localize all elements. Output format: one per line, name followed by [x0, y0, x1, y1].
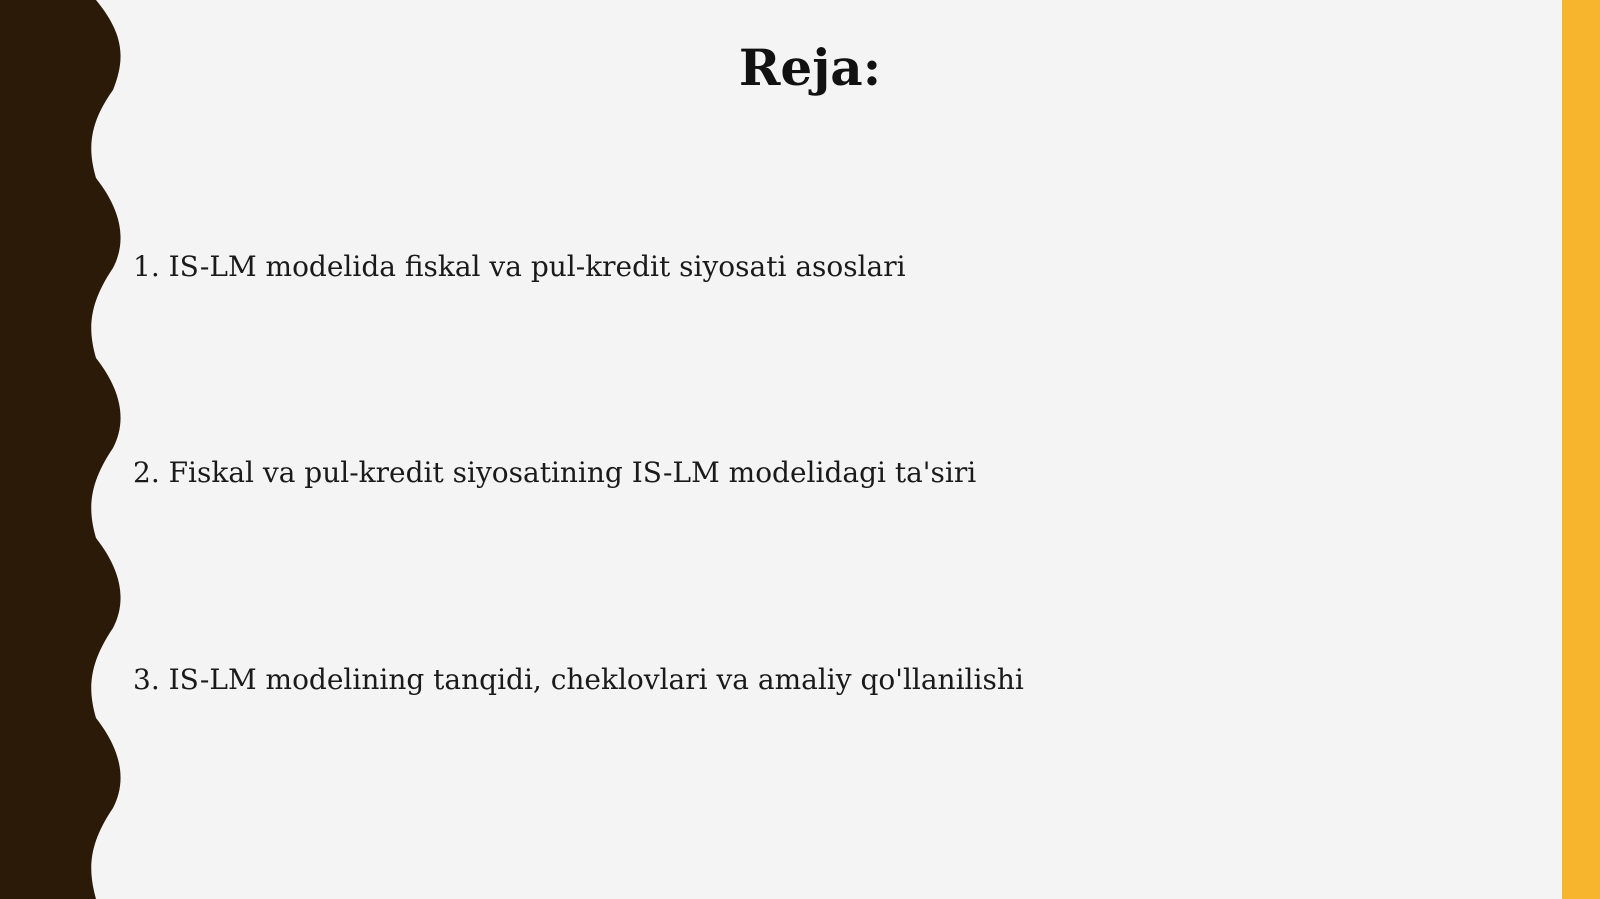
list-item-text: IS-LM modelida fiskal va pul-kredit siyosati asoslari	[168, 250, 906, 283]
right-accent-bar	[1562, 0, 1600, 899]
list-item	[133, 663, 1024, 696]
left-wave-decoration	[0, 0, 130, 899]
list-item-text: Fiskal va pul-kredit siyosatining IS-LM modelidagi ta'siri	[168, 456, 977, 489]
list-item-text: IS-LM modelining tanqidi, cheklovlari va amaliy qo'llanilishi	[168, 663, 1024, 696]
list-item	[133, 456, 976, 489]
slide-title: Reja:	[738, 38, 882, 97]
list-item-number: 2.	[133, 456, 160, 489]
list-item	[133, 250, 906, 283]
list-item-number: 1.	[133, 250, 160, 283]
list-item-number: 3.	[133, 663, 160, 696]
